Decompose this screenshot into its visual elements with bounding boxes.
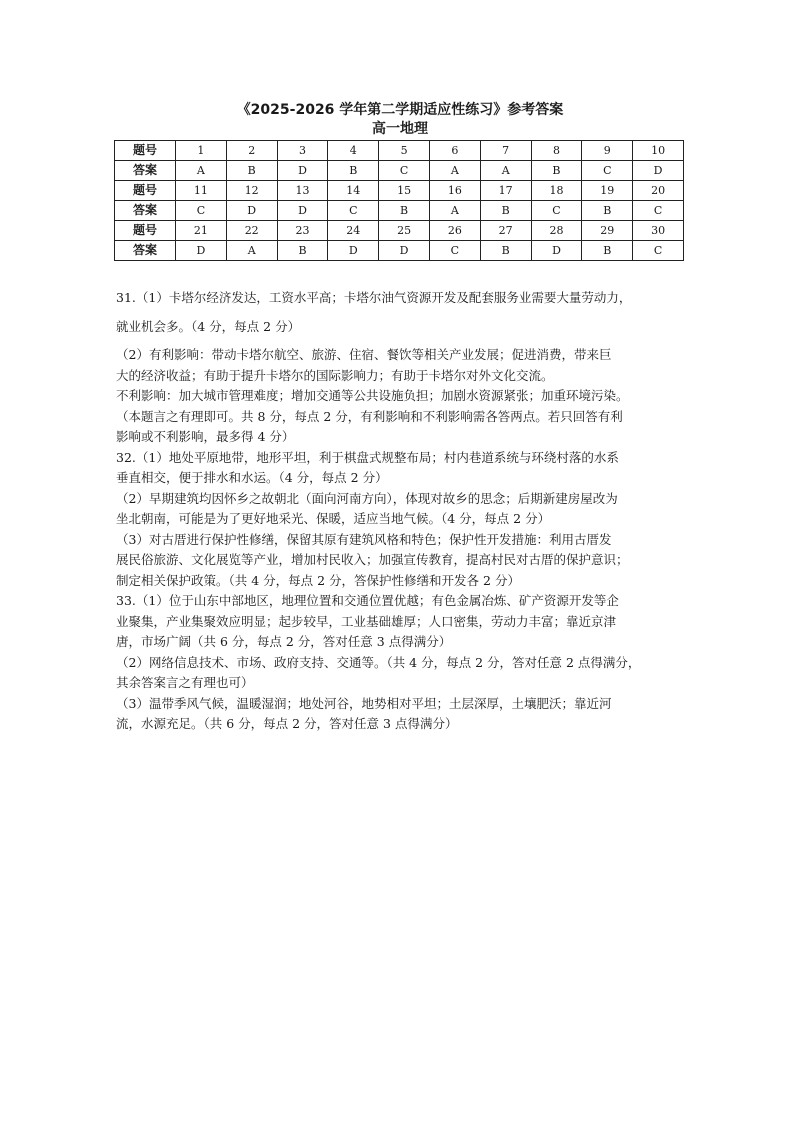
document-subtitle: 高一地理: [372, 121, 428, 137]
answer-line: 不利影响：加大城市管理难度；增加交通等公共设施负担；加剧水资源紧张；加重环境污染。: [116, 388, 629, 403]
answer-line: 坐北朝南，可能是为了更好地采光、保暖，适应当地气候。（4 分，每点 2 分）: [116, 511, 551, 526]
answer-line: 大的经济收益；有助于提升卡塔尔的国际影响力；有助于卡塔尔对外文化交流。: [116, 367, 554, 383]
answer-line: 展民俗旅游、文化展览等产业，增加村民收入；加强宣传教育，提高村民对古厝的保护意识；: [116, 552, 629, 567]
table-cell: 4: [328, 141, 379, 161]
answer-line: 33.（1）位于山东中部地区，地理位置和交通位置优越；有色金属冶炼、矿产资源开发等企: [116, 593, 619, 608]
answer-line: 其余答案言之有理也可）: [116, 675, 254, 690]
table-cell: 5: [379, 141, 430, 161]
document-title: 《2025-2026 学年第二学期适应性练习》参考答案: [236, 102, 564, 118]
table-cell: B: [531, 161, 582, 181]
table-cell: 26: [429, 221, 480, 241]
table-row: [115, 221, 684, 241]
table-cell: A: [480, 161, 531, 181]
row-header: 答案: [115, 201, 176, 221]
row-header: 题号: [115, 181, 176, 201]
table-cell: 21: [176, 221, 227, 241]
table-cell: D: [226, 201, 277, 221]
table-cell: B: [480, 201, 531, 221]
answer-line: 制定相关保护政策。（共 4 分，每点 2 分，答保护性修缮和开发各 2 分）: [116, 572, 520, 588]
answer-line: 影响或不利影响，最多得 4 分）: [116, 429, 295, 444]
table-cell: 11: [176, 181, 227, 201]
table-cell: 16: [429, 181, 480, 201]
table-cell: C: [582, 161, 633, 181]
table-cell: B: [277, 241, 328, 261]
table-cell: 22: [226, 221, 277, 241]
table-cell: 29: [582, 221, 633, 241]
table-cell: 24: [328, 221, 379, 241]
table-cell: D: [379, 241, 430, 261]
table-cell: B: [582, 241, 633, 261]
table-cell: B: [226, 161, 277, 181]
table-cell: 2: [226, 141, 277, 161]
table-cell: 19: [582, 181, 633, 201]
table-cell: A: [176, 161, 227, 181]
answer-line: （2）有利影响：带动卡塔尔航空、旅游、住宿、餐饮等相关产业发展；促进消费，带来巨: [116, 347, 612, 362]
table-cell: 6: [429, 141, 480, 161]
answer-line: 垂直相交，便于排水和水运。（4 分，每点 2 分）: [116, 470, 388, 485]
table-cell: 12: [226, 181, 277, 201]
table-cell: D: [277, 201, 328, 221]
row-header: 题号: [115, 221, 176, 241]
table-cell: C: [328, 201, 379, 221]
table-cell: 27: [480, 221, 531, 241]
table-row: [115, 201, 684, 221]
table-row: [115, 241, 684, 261]
table-row: [115, 141, 684, 161]
table-row: [115, 161, 684, 181]
table-cell: D: [328, 241, 379, 261]
answer-line: 唐，市场广阔（共 6 分，每点 2 分，答对任意 3 点得满分）: [116, 634, 452, 649]
table-cell: 1: [176, 141, 227, 161]
answer-line: （3）对古厝进行保护性修缮，保留其原有建筑风格和特色；保护性开发措施：利用古厝发: [116, 531, 612, 547]
table-cell: 25: [379, 221, 430, 241]
table-cell: 23: [277, 221, 328, 241]
table-row: [115, 181, 684, 201]
table-cell: 13: [277, 181, 328, 201]
answer-line: 流，水源充足。（共 6 分，每点 2 分，答对任意 3 点得满分）: [116, 716, 458, 731]
table-cell: D: [633, 161, 684, 181]
table-cell: B: [582, 201, 633, 221]
answer-line: （3）温带季风气候，温暖湿润；地处河谷，地势相对平坦；土层深厚，土壤肥沃；靠近河: [116, 695, 612, 711]
table-cell: B: [480, 241, 531, 261]
table-cell: 30: [633, 221, 684, 241]
table-cell: C: [429, 241, 480, 261]
table-cell: 10: [633, 141, 684, 161]
answer-line: 32.（1）地处平原地带，地形平坦，利于棋盘式规整布局；村内巷道系统与环绕村落的水系: [116, 449, 619, 465]
table-cell: D: [531, 241, 582, 261]
row-header: 答案: [115, 161, 176, 181]
row-header: 题号: [115, 141, 176, 161]
table-cell: C: [176, 201, 227, 221]
table-cell: C: [633, 241, 684, 261]
table-cell: 18: [531, 181, 582, 201]
table-cell: 9: [582, 141, 633, 161]
table-cell: A: [226, 241, 277, 261]
table-cell: 17: [480, 181, 531, 201]
answer-line: 业聚集，产业集聚效应明显；起步较早，工业基础雄厚；人口密集，劳动力丰富；靠近京津: [116, 613, 617, 629]
table-cell: C: [531, 201, 582, 221]
table-cell: A: [429, 161, 480, 181]
answer-line: （本题言之有理即可。共 8 分，每点 2 分，有利影响和不利影响需各答两点。若只回答有利: [116, 408, 623, 424]
answer-line: （2）早期建筑均因怀乡之故朝北（面向河南方向），体现对故乡的思念；后期新建房屋改为: [116, 490, 618, 506]
answer-line: （2）网络信息技术、市场、政府支持、交通等。（共 4 分，每点 2 分，答对任意 2 点得满分，: [116, 654, 641, 670]
table-cell: 28: [531, 221, 582, 241]
table-cell: 15: [379, 181, 430, 201]
table-cell: A: [429, 201, 480, 221]
row-header: 答案: [115, 241, 176, 261]
table-cell: C: [379, 161, 430, 181]
table-cell: 3: [277, 141, 328, 161]
table-cell: B: [379, 201, 430, 221]
table-cell: D: [277, 161, 328, 181]
table-cell: B: [328, 161, 379, 181]
table-cell: 14: [328, 181, 379, 201]
table-cell: 8: [531, 141, 582, 161]
answer-line: 就业机会多。（4 分，每点 2 分）: [116, 318, 301, 334]
answer-line: 31.（1）卡塔尔经济发达，工资水平高；卡塔尔油气资源开发及配套服务业需要大量劳动力，: [116, 290, 632, 305]
table-cell: 20: [633, 181, 684, 201]
answer-body: [116, 288, 686, 735]
table-cell: 7: [480, 141, 531, 161]
table-cell: D: [176, 241, 227, 261]
table-cell: C: [633, 201, 684, 221]
answer-key-table: [114, 140, 684, 261]
